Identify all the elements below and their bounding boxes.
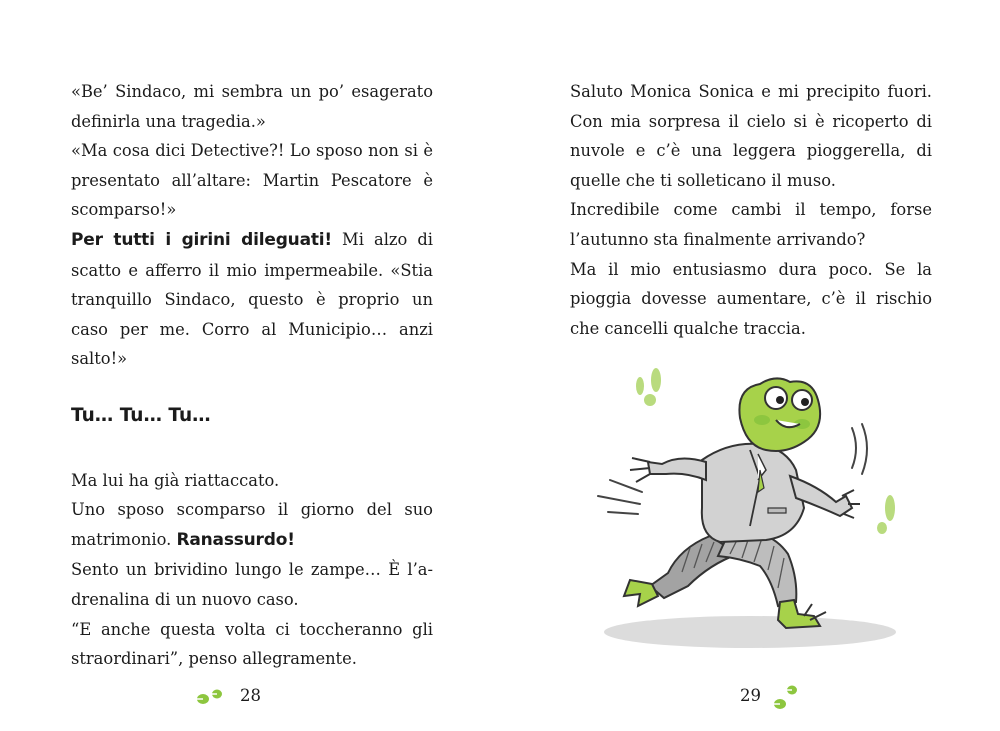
- right-page-text: [570, 77, 932, 343]
- paragraph: Ma lui ha già riattaccato.: [71, 470, 280, 490]
- paragraph: Ma il mio entusiasmo dura poco. Se la pioggia dovesse aumentare, c’è il rischio che cancelli qualche traccia.: [570, 259, 932, 338]
- paragraph-exclaim: [71, 225, 433, 374]
- paragraph: «Be’ Sindaco, mi sembra un po’ esagerato definirla una tragedia.»: [71, 82, 433, 131]
- paragraph: Sento un brividino lungo le zampe… È l’adrenalina di un nuovo caso.: [71, 560, 433, 609]
- paragraph-text: Mi alzo di scatto e afferro il mio impermeabile. «Stia tranquillo Sindaco, questo è proprio un caso per me. Corro al Municipio… anzi salto!»: [71, 229, 433, 369]
- frog-detective-running-icon: [590, 358, 920, 658]
- page-number: 28: [240, 686, 261, 705]
- paragraph: «Ma cosa dici Detective?! Lo sposo non si è presentato all’altare: Martin Pescatore è scomparso!»: [71, 141, 433, 220]
- paragraph: Saluto Monica Sonica e mi precipito fuori. Con mia sorpresa il cielo si è ricoperto di nuvole e c’è una leggera pioggerella, di quelle che ti solleticano il muso.: [570, 82, 932, 190]
- lily-drops-icon: [194, 686, 230, 708]
- sound-effect-heading: Tu… Tu… Tu…: [71, 404, 211, 426]
- exclamation-text: Ranassurdo!: [176, 529, 295, 550]
- page-number-right: [740, 684, 761, 708]
- ground-shadow: [604, 616, 896, 648]
- left-page-text: [71, 77, 433, 674]
- exclamation-text: Per tutti i girini dileguati!: [71, 229, 332, 250]
- paragraph-exclaim: [71, 495, 433, 555]
- page-number-left: [240, 684, 261, 708]
- paragraph: Incredibile come cambi il tempo, forse l’autunno sta finalmente arrivando?: [570, 200, 932, 249]
- paragraph-text: Uno sposo scomparso il giorno del suo matrimonio.: [71, 500, 433, 549]
- lily-drops-icon: [768, 682, 804, 712]
- right-page: [500, 0, 1000, 731]
- page-number: 29: [740, 686, 761, 705]
- paragraph: “E anche questa volta ci toccheranno gli straordinari”, penso allegramente.: [71, 619, 433, 669]
